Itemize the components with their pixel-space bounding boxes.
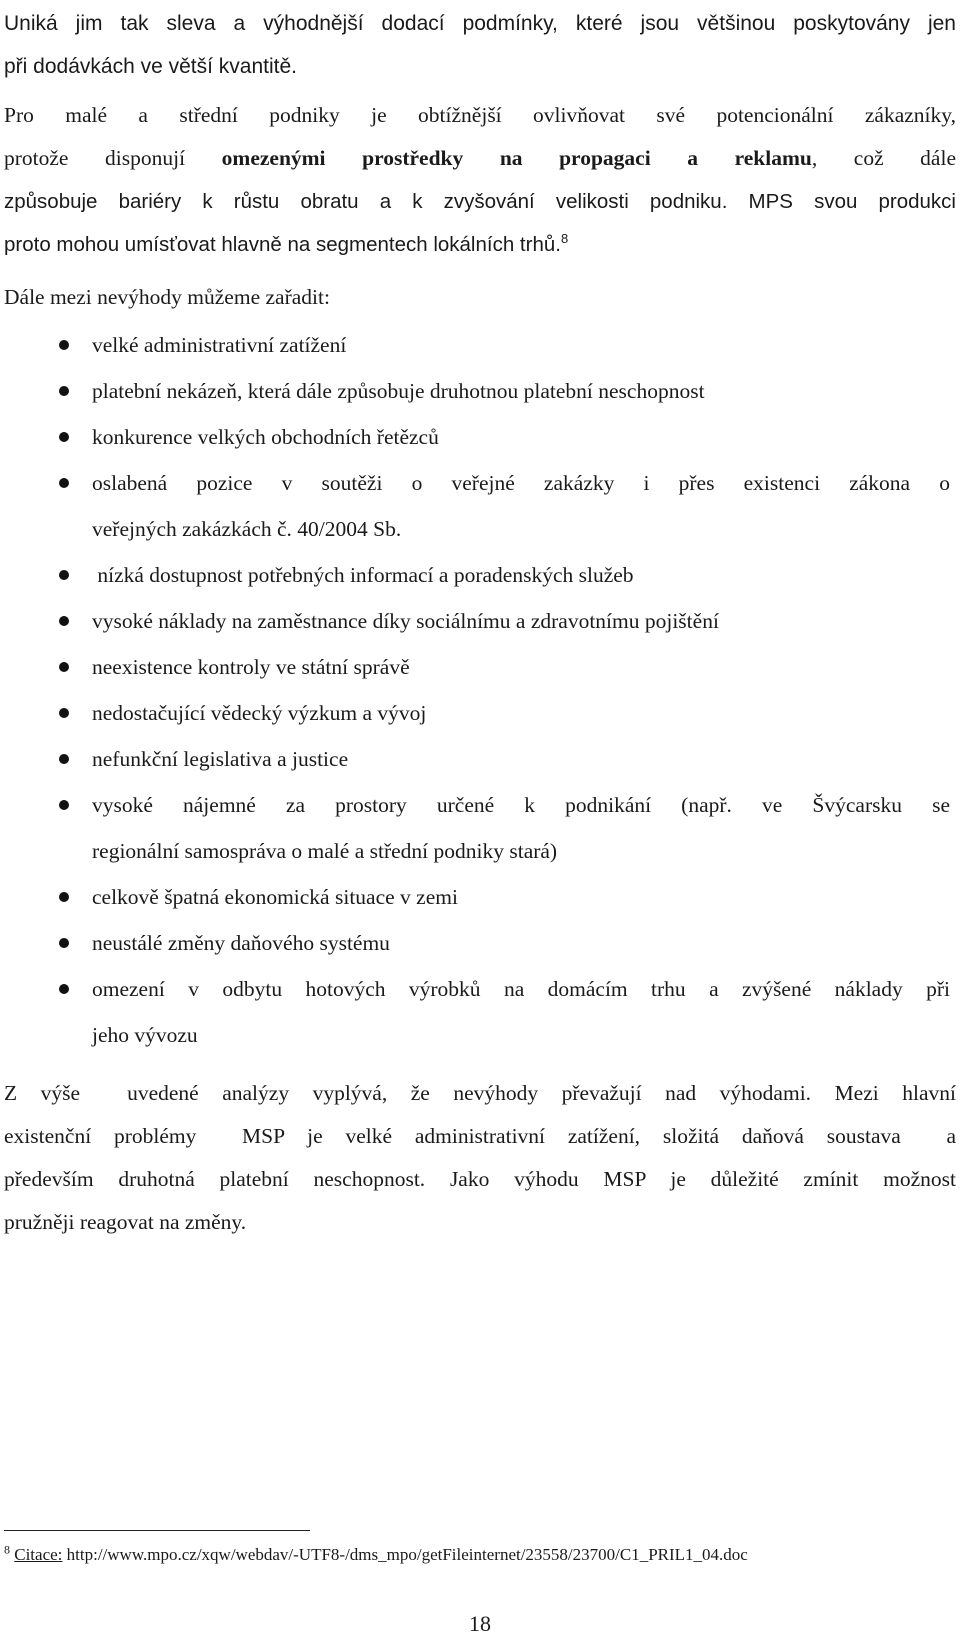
paragraph-marketing	[4, 94, 956, 266]
intro-paragraph	[4, 2, 956, 88]
paragraph-marketing-line-1: Pro malé a střední podniky je obtížnější ovlivňovat své potencionální zákazníky,	[4, 103, 956, 127]
list-item-line: velké administrativní zatížení	[92, 333, 347, 357]
footnote-mark: 8	[4, 1542, 10, 1557]
page-number: 18	[469, 1611, 491, 1636]
bullet-icon	[59, 570, 69, 580]
bullet-icon	[59, 478, 69, 488]
list-item-text	[92, 782, 950, 874]
bullet-icon	[59, 938, 69, 948]
list-item	[0, 598, 950, 644]
footnote	[4, 1544, 954, 1566]
bullet-icon	[59, 432, 69, 442]
list-item-text	[92, 920, 950, 966]
bullet-icon	[59, 708, 69, 718]
list-item-line: platební nekázeň, která dále způsobuje druhotnou platební neschopnost	[92, 379, 705, 403]
list-item	[0, 414, 950, 460]
footnote-reference[interactable]: 8	[560, 231, 569, 247]
bullet-icon	[59, 892, 69, 902]
list-item-text	[92, 322, 950, 368]
footnote-label: Citace:	[14, 1545, 63, 1564]
list-item-line: vysoké nájemné za prostory určené k podnikání (např. ve Švýcarsku se	[92, 793, 950, 817]
list-item-line: omezení v odbytu hotových výrobků na domácím trhu a zvýšené náklady při	[92, 977, 950, 1001]
list-item	[0, 644, 950, 690]
list-item-text	[92, 690, 950, 736]
list-item-line: oslabená pozice v soutěži o veřejné zakázky i přes existenci zákona o	[92, 471, 950, 495]
list-item	[0, 460, 950, 552]
disadvantages-intro	[4, 276, 956, 319]
list-item-text	[92, 644, 950, 690]
list-item-text	[92, 414, 950, 460]
list-item-line: jeho vývozu	[92, 1023, 198, 1047]
list-item-line: nefunkční legislativa a justice	[92, 747, 349, 771]
list-item-text	[92, 874, 950, 920]
bullet-icon	[59, 754, 69, 764]
list-item-line: veřejných zakázkách č. 40/2004 Sb.	[92, 517, 402, 541]
bullet-icon	[59, 616, 69, 626]
list-item	[0, 322, 950, 368]
list-item-line: neexistence kontroly ve státní správě	[92, 655, 410, 679]
bullet-icon	[59, 662, 69, 672]
list-item-text	[92, 460, 950, 552]
paragraph-marketing-line-4-text: proto mohou umísťovat hlavně na segmentech lokálních trhů.	[4, 233, 561, 256]
intro-line-2: při dodávkách ve větší kvantitě.	[4, 55, 297, 78]
conclusion-line-3: především druhotná platební neschopnost. Jako výhodu MSP je důležité zmínit možnost	[4, 1167, 956, 1191]
list-item-line: konkurence velkých obchodních řetězců	[92, 425, 439, 449]
paragraph-marketing-line-2-pre: protože disponují	[4, 146, 222, 170]
list-item-text	[92, 368, 950, 414]
list-item	[0, 966, 950, 1058]
list-item-text	[92, 598, 950, 644]
footnote-url-link[interactable]: http://www.mpo.cz/xqw/webdav/-UTF8-/dms_mpo/getFileinternet/23558/23700/C1_PRIL1_04.doc	[66, 1545, 748, 1564]
bullet-icon	[59, 386, 69, 396]
paragraph-marketing-bold-phrase: omezenými prostředky na propagaci a reklamu	[221, 146, 812, 170]
footnote-divider	[4, 1530, 310, 1531]
paragraph-marketing-line-2	[4, 137, 956, 180]
intro-line-1: Uniká jim tak sleva a výhodnější dodací podmínky, které jsou většinou poskytovány jen	[4, 12, 956, 35]
list-item	[0, 368, 950, 414]
paragraph-marketing-line-4	[4, 223, 956, 266]
bullet-icon	[59, 800, 69, 810]
disadvantages-list	[0, 322, 960, 1058]
list-item-text	[92, 736, 950, 782]
conclusion-line-2: existenční problémy MSP je velké administrativní zatížení, složitá daňová soustava a	[4, 1124, 956, 1148]
list-item-line: neustálé změny daňového systému	[92, 931, 390, 955]
list-item-line: nízká dostupnost potřebných informací a poradenských služeb	[92, 563, 634, 587]
disadvantages-intro-text: Dále mezi nevýhody můžeme zařadit:	[4, 285, 330, 309]
list-item-line: celkově špatná ekonomická situace v zemi	[92, 885, 458, 909]
list-item	[0, 736, 950, 782]
list-item-line: nedostačující vědecký výzkum a vývoj	[92, 701, 427, 725]
list-item-line: vysoké náklady na zaměstnance díky sociálnímu a zdravotnímu pojištění	[92, 609, 719, 633]
paragraph-marketing-line-2-post: , což dále	[811, 146, 956, 170]
bullet-icon	[59, 984, 69, 994]
list-item-text	[92, 552, 950, 598]
list-item	[0, 552, 950, 598]
conclusion-line-4: pružněji reagovat na změny.	[4, 1210, 247, 1234]
bullet-icon	[59, 340, 69, 350]
list-item	[0, 782, 950, 874]
list-item	[0, 874, 950, 920]
list-item	[0, 920, 950, 966]
list-item-line: regionální samospráva o malé a střední podniky stará)	[92, 839, 558, 863]
conclusion-paragraph	[4, 1072, 956, 1244]
list-item	[0, 690, 950, 736]
paragraph-marketing-line-3: způsobuje bariéry k růstu obratu a k zvyšování velikosti podniku. MPS svou produkci	[4, 190, 956, 213]
list-item-text	[92, 966, 950, 1058]
conclusion-line-1: Z výše uvedené analýzy vyplývá, že nevýhody převažují nad výhodami. Mezi hlavní	[4, 1081, 956, 1105]
